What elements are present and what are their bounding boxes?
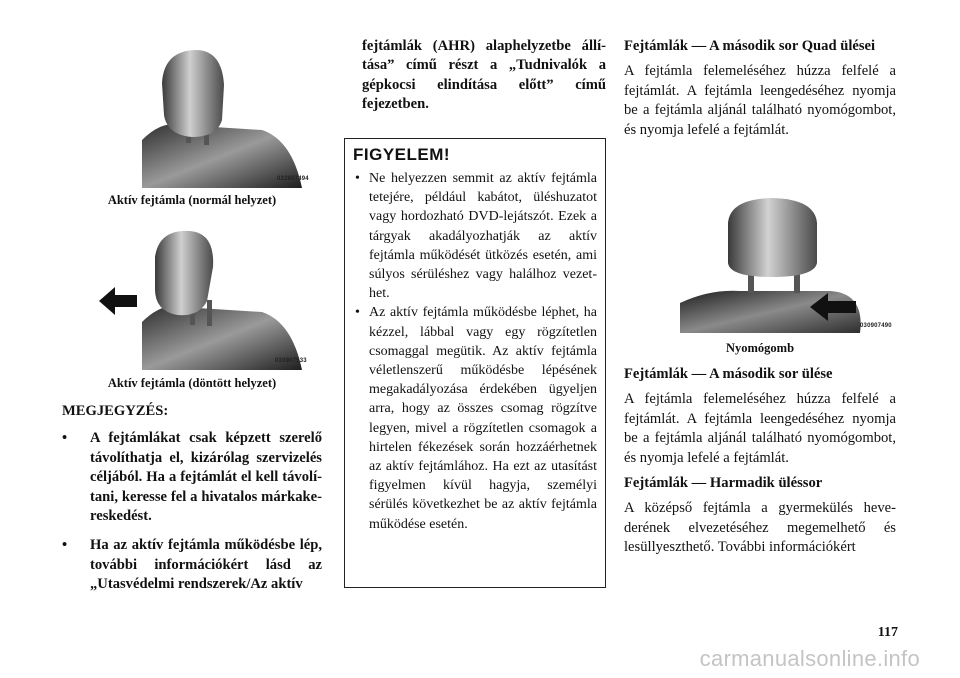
- figure-caption: Aktív fejtámla (normál helyzet): [107, 193, 277, 207]
- section-heading: Fejtámlák — A második sor ülése: [624, 366, 833, 382]
- warning-list: [353, 169, 597, 534]
- notes-list: [62, 429, 322, 594]
- list-item: • Ne helyezzen semmit az aktív fejtámla tetejére, például kabátot, üléshuzatot vagy hordozható DVD-lejátszót. Ezek a tárgyak akadályozhatják az aktív fejtámla működését ütközés esetén, ami súlyos sérüléshez vagy halálhoz vezethet.: [353, 169, 597, 303]
- figure-code: 030907533: [275, 358, 307, 364]
- notes-continuation-block: [362, 37, 606, 115]
- section-body: A fejtámla felemeléséhez húzza felfelé a fejtámlát. A fejtámla leengedéséhez nyomja be a fejtámla aljánál található nyomógombot, és nyomja lefelé a fejtámlát.: [624, 391, 896, 466]
- figure-headrest-normal: [142, 45, 312, 188]
- notes-title: MEGJEGYZÉS:: [62, 403, 169, 419]
- left-arrow-icon: [99, 287, 137, 315]
- figure-caption: Aktív fejtámla (döntött helyzet): [107, 376, 277, 390]
- section-heading: Fejtámlák — Harmadik üléssor: [624, 475, 823, 492]
- watermark: carmanualsonline.info: [699, 646, 920, 671]
- notes-column: [62, 402, 322, 605]
- figure-headrest-tilted: [95, 227, 312, 370]
- list-item: • Ha az aktív fejtámla működésbe lép, további információkért lásd az „Utasvédelmi rendszerek/Az aktív: [62, 536, 322, 594]
- figure-code: 022607494: [277, 176, 309, 182]
- notes-continuation: fejtámlák (AHR) alaphelyzetbe állítása” című részt a „Tudnivalók a gépkocsi elindítása előtt” című fejezetben.: [362, 38, 606, 113]
- headrest-tilted-illustration: [95, 227, 312, 370]
- figure-code: 030907490: [860, 323, 892, 329]
- headrest-button-illustration: [680, 193, 896, 333]
- warning-title: FIGYELEM!: [353, 145, 451, 164]
- page-number: 117: [877, 625, 898, 640]
- warning-box: [344, 138, 606, 588]
- list-item: • A fejtámlákat csak képzett szerelő távolíthatja el, kizárólag szervizelés céljából. Ha a fejtámlát el kell távolítani, keresse fel a hivatalos márkakereskedést.: [62, 429, 322, 526]
- sections-column-bottom: [624, 365, 896, 558]
- figure-caption: Nyomógomb: [725, 341, 795, 355]
- section-heading: Fejtámlák — A második sor Quad ülései: [624, 38, 876, 54]
- sections-column-top: [624, 37, 896, 140]
- figure-push-button: [680, 193, 896, 333]
- list-item: • Az aktív fejtámla működésbe léphet, ha kézzel, lábbal vagy egy rögzítetlen csomaggal megütik. Az aktív fejtámla véletlenszerű működésbe lépésének megakadályozása érdekében ügyeljen arra, hogy az összes csomag rögzítve legyen, mivel a rögzítetlen csomagok a hirtelen fékezések során hozzáérhetnek az aktív fejtámlához. Ha ezt az utasítást figyelmen kívül hagyja, személyi sérülés következhet be az aktív fejtámla működése esetén.: [353, 303, 597, 533]
- headrest-normal-illustration: [142, 45, 312, 188]
- section-body: A középső fejtámla a gyermekülés hevederének elvezetéséhez megemelhető és lesüllyeszthető. További információkért: [624, 500, 896, 556]
- section-body: A fejtámla felemeléséhez húzza felfelé a fejtámlát. A fejtámla leengedéséhez nyomja be a fejtámla aljánál található nyomógombot, és nyomja lefelé a fejtámlát.: [624, 63, 896, 138]
